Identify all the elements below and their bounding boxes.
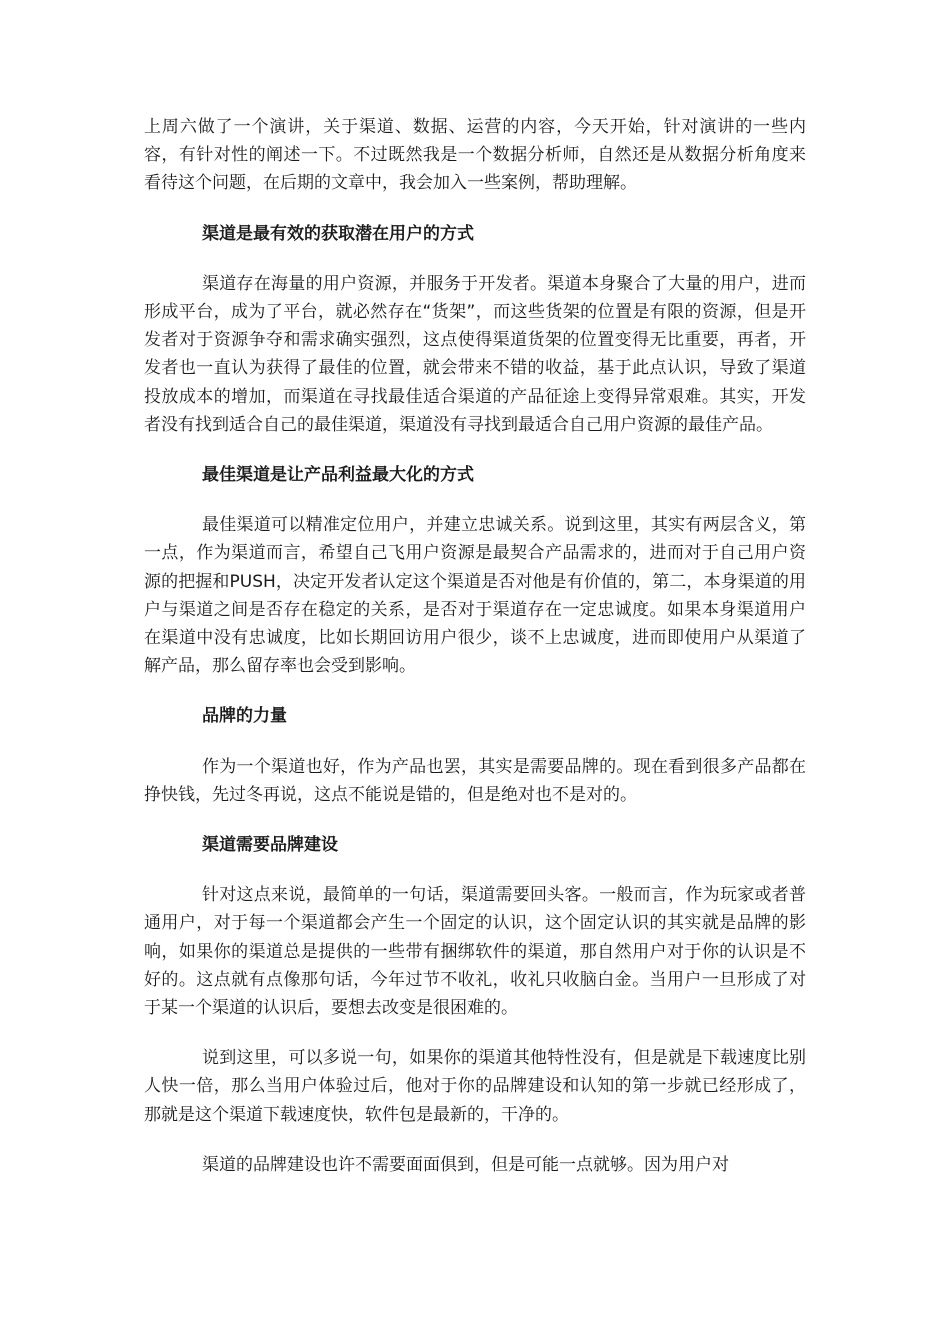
paragraph-download-speed: 说到这里，可以多说一句，如果你的渠道其他特性没有，但是就是下载速度比别人快一倍，那么当用户体验过后，他对于你的品牌建设和认知的第一步就已经形成了，那就是这个渠道下载速度快，软件包是最新的，干净的。 — [144, 1048, 806, 1125]
paragraph-brand-building: 针对这点来说，最简单的一句话，渠道需要回头客。一般而言，作为玩家或者普通用户，对于每一个渠道都会产生一个固定的认识，这个固定认识的其实就是品牌的影响，如果你的渠道总是提供的一些带有捆绑软件的渠道，那自然用户对于你的认识是不好的。这点就有点像那句话，今年过节不收礼，收礼只收脑白金。当用户一旦形成了对于某一个渠道的认识后，要想去改变是很困难的。 — [144, 885, 806, 1019]
section-heading-brand-power: 品牌的力量 — [202, 706, 287, 727]
intro-paragraph: 上周六做了一个演讲，关于渠道、数据、运营的内容，今天开始，针对演讲的一些内容，有针对性的阐述一下。不过既然我是一个数据分析师，自然还是从数据分析角度来看待这个问题，在后期的文章中，我会加入一些案例，帮助理解。 — [144, 117, 806, 194]
paragraph-channel-resources: 渠道存在海量的用户资源，并服务于开发者。渠道本身聚合了大量的用户，进而形成平台，成为了平台，就必然存在“货架”，而这些货架的位置是有限的资源，但是开发者对于资源争夺和需求确实强烈，这点使得渠道货架的位置变得无比重要，再者，开发者也一直认为获得了最佳的位置，就会带来不错的收益，基于此点认识，导致了渠道投放成本的增加，而渠道在寻找最佳适合渠道的产品征途上变得异常艰难。其实，开发者没有找到适合自己的最佳渠道，渠道没有寻找到最适合自己用户资源的最佳产品。 — [144, 273, 806, 435]
paragraph-best-channel: 最佳渠道可以精准定位用户，并建立忠诚关系。说到这里，其实有两层含义，第一点，作为渠道而言，希望自己飞用户资源是最契合产品需求的，进而对于自己用户资源的把握和PUSH，决定开发者认定这个渠道是否对他是有价值的，第二，本身渠道的用户与渠道之间是否存在稳定的关系，是否对于渠道存在一定忠诚度。如果本身渠道用户在渠道中没有忠诚度，比如长期回访用户很少，谈不上忠诚度，进而即使用户从渠道了解产品，那么留存率也会受到影响。 — [144, 515, 806, 677]
document-body — [144, 113, 806, 1179]
paragraph-brand-power: 作为一个渠道也好，作为产品也罢，其实是需要品牌的。现在看到很多产品都在挣快钱，先过冬再说，这点不能说是错的，但是绝对也不是对的。 — [144, 756, 806, 805]
section-heading-best-channel: 最佳渠道是让产品利益最大化的方式 — [202, 465, 474, 486]
section-heading-brand-building: 渠道需要品牌建设 — [202, 835, 338, 856]
paragraph-brand-focus: 渠道的品牌建设也许不需要面面俱到，但是可能一点就够。因为用户对 — [202, 1154, 729, 1175]
section-heading-channel-acquisition: 渠道是最有效的获取潜在用户的方式 — [202, 223, 474, 244]
